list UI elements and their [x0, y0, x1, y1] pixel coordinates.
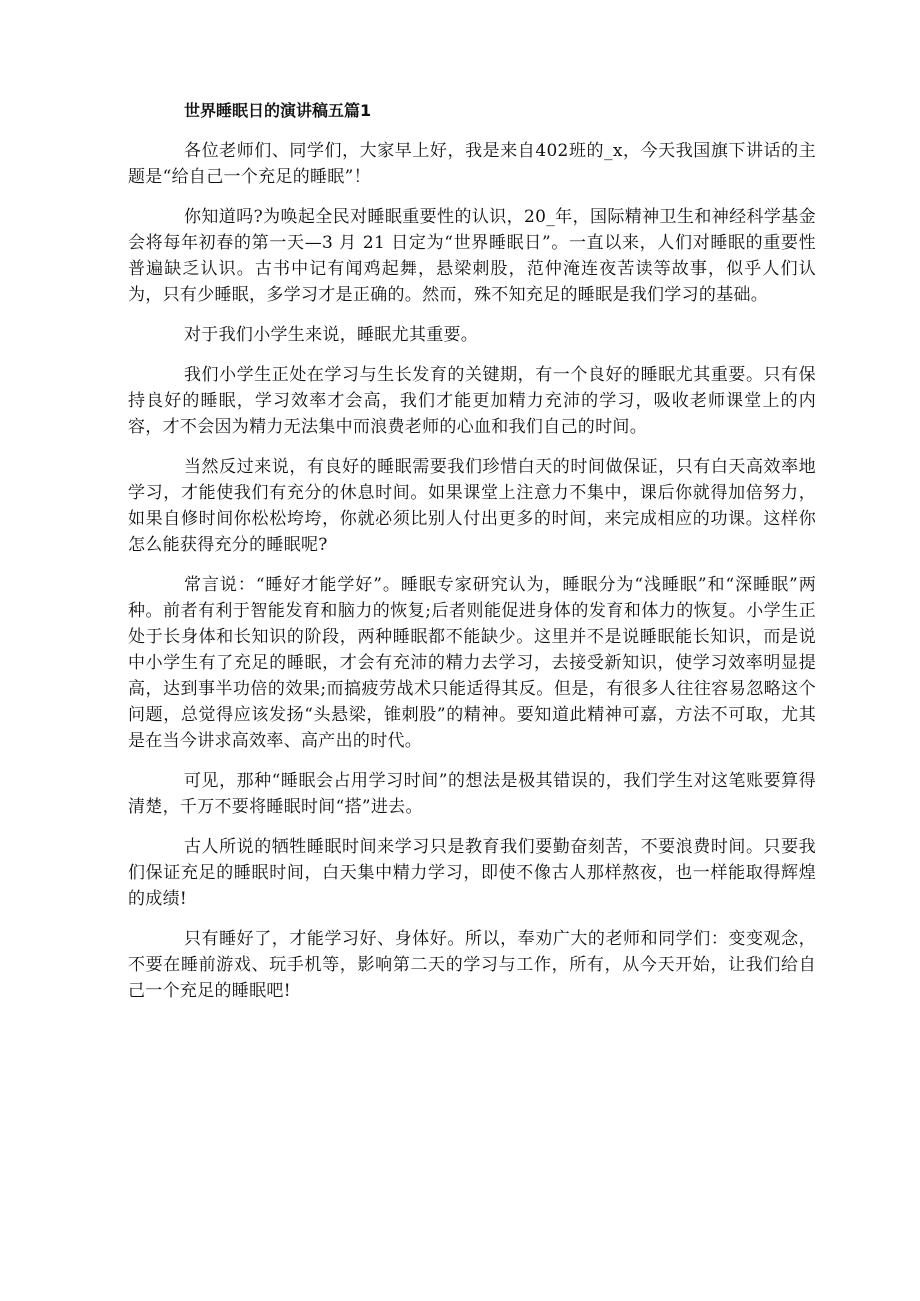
paragraph-wrong-idea: 可见，那种“睡眠会占用学习时间”的想法是极其错误的，我们学生对这笔账要算得清楚，千万不要将睡眠时间“搭”进去。	[128, 771, 816, 817]
document-title: 世界睡眠日的演讲稿五篇1	[184, 101, 372, 120]
paragraph-sleep-important: 对于我们小学生来说，睡眠尤其重要。	[184, 325, 479, 345]
paragraph-ancients: 古人所说的牺牲睡眠时间来学习只是教育我们要勤奋刻苦，不要浪费时间。只要我们保证充足的睡眠时间，白天集中精力学习，即使不像古人那样熬夜，也一样能取得辉煌的成绩!	[128, 837, 816, 909]
paragraph-key-period: 我们小学生正处在学习与生长发育的关键期，有一个良好的睡眠尤其重要。只有保持良好的睡眠，学习效率才会高，我们才能更加精力充沛的学习，吸收老师课堂上的内容，才不会因为精力无法集中而浪费老师的心血和我们自己的时间。	[128, 365, 816, 437]
paragraph-daytime-efficiency: 当然反过来说，有良好的睡眠需要我们珍惜白天的时间做保证，只有白天高效率地学习，才能使我们有充分的休息时间。如果课堂上注意力不集中，课后你就得加倍努力，如果自修时间你松松垮垮，你就必须比别人付出更多的时间，来完成相应的功课。这样你怎么能获得充分的睡眠呢?	[128, 457, 816, 555]
paragraph-conclusion: 只有睡好了，才能学习好、身体好。所以，奉劝广大的老师和同学们：变变观念，不要在睡前游戏、玩手机等，影响第二天的学习与工作，所有，从今天开始，让我们给自己一个充足的睡眠吧!	[128, 929, 816, 1001]
paragraph-sleep-types: 常言说：“睡好才能学好”。睡眠专家研究认为，睡眠分为“浅睡眠”和“深睡眠”两种。前者有利于智能发育和脑力的恢复;后者则能促进身体的发育和体力的恢复。小学生正处于长身体和长知识的阶段，两种睡眠都不能缺少。这里并不是说睡眠能长知识，而是说中小学生有了充足的睡眠，才会有充沛的精力去学习，去接受新知识，使学习效率明显提高，达到事半功倍的效果;而搞疲劳战术只能适得其反。但是，有很多人往往容易忽略这个问题，总觉得应该发扬“头悬梁，锥刺股”的精神。要知道此精神可嘉，方法不可取，尤其是在当今讲求高效率、高产出的时代。	[128, 575, 816, 751]
paragraph-world-sleep-day: 你知道吗?为唤起全民对睡眠重要性的认识，20_年，国际精神卫生和神经科学基金会将每年初春的第一天—3 月 21 日定为“世界睡眠日”。一直以来，人们对睡眠的重要性普遍缺乏认识。古书中记有闻鸡起舞，悬梁刺股，范仲淹连夜苦读等故事，似乎人们认为，只有少睡眠，多学习才是正确的。然而，殊不知充足的睡眠是我们学习的基础。	[128, 207, 816, 305]
paragraph-greeting: 各位老师们、同学们，大家早上好，我是来自402班的_x，今天我国旗下讲话的主题是“给自己一个充足的睡眠”！	[128, 141, 816, 187]
document-body	[128, 98, 816, 1018]
